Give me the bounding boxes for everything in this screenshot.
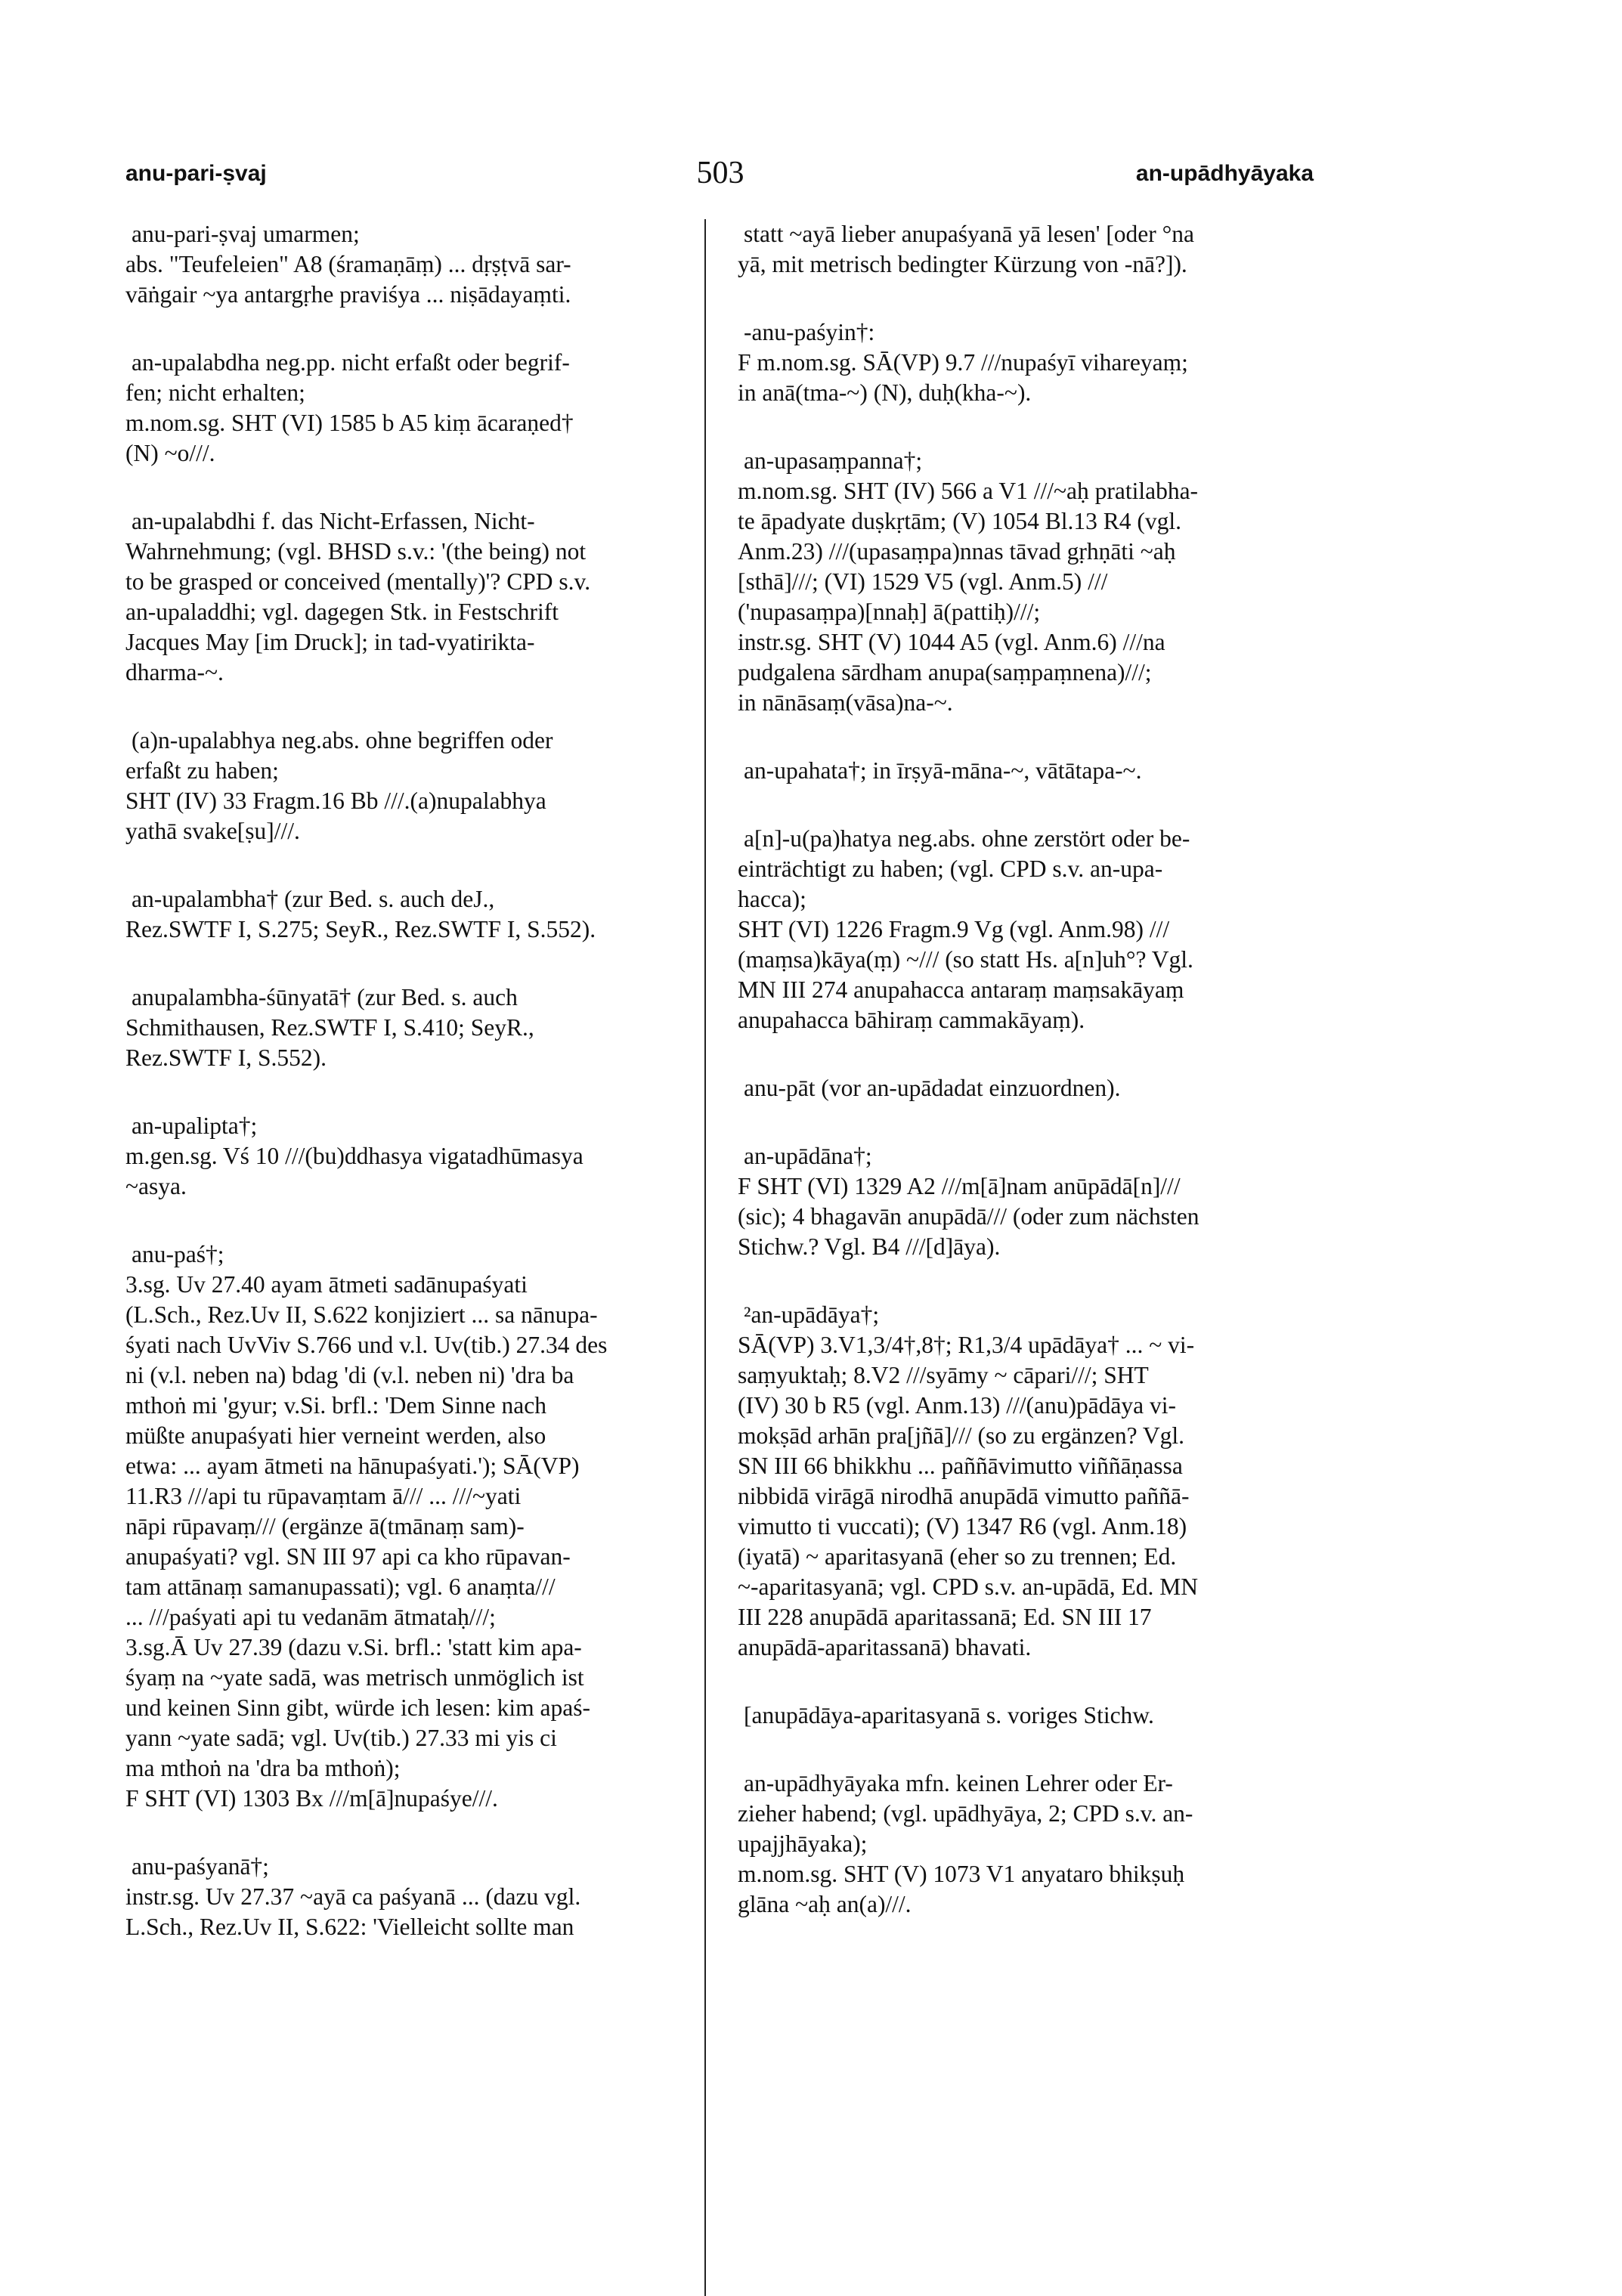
entry-text-line: glāna ~aḥ an(a)///. (738, 1891, 912, 1917)
dictionary-entry (738, 446, 1289, 718)
entry-text-line: Jacques May [im Druck]; in tad-vyatirikta- (125, 629, 535, 655)
entry-text-line: SHT (VI) 1226 Fragm.9 Vg (vgl. Anm.98) /// (738, 916, 1170, 942)
entry-text-line: (maṃsa)kāya(ṃ) ~/// (so statt Hs. a[n]uh°? Vgl. (738, 946, 1193, 973)
entry-text-line: śyati nach UvViv S.766 und v.l. Uv(tib.) 27.34 des (125, 1332, 608, 1358)
entry-headword-line: an-upalabdhi f. das Nicht-Erfassen, Nicht- (132, 508, 535, 534)
entry-text-line: Schmithausen, Rez.SWTF I, S.410; SeyR., (125, 1014, 534, 1041)
entry-text-line: (IV) 30 b R5 (vgl. Anm.13) ///(anu)pādāya vi- (738, 1392, 1176, 1419)
entry-text-line: Anm.23) ///(upasaṃpa)nnas tāvad gṛhṇāti ~aḥ (738, 538, 1176, 565)
entry-text-line: m.nom.sg. SHT (V) 1073 V1 anyataro bhikṣuḥ (738, 1861, 1185, 1887)
entry-text-line: 3.sg. Uv 27.40 ayam ātmeti sadānupaśyati (125, 1271, 528, 1298)
entry-text-line: Stichw.? Vgl. B4 ///[d]āya). (738, 1233, 1001, 1260)
entry-headword-line: ²an-upādāya†; (744, 1301, 880, 1328)
entry-text-line: in nānāsaṃ(vāsa)na-~. (738, 689, 953, 716)
entry-text-line: SHT (IV) 33 Fragm.16 Bb ///.(a)nupalabhya (125, 788, 546, 814)
entry-text-line: müßte anupaśyati hier verneint werden, also (125, 1422, 546, 1449)
page-header (0, 155, 1622, 200)
entry-text-line: [sthā]///; (VI) 1529 V5 (vgl. Anm.5) /// (738, 568, 1108, 595)
entry-text-line: ... ///paśyati api tu vedanām ātmataḥ///; (125, 1604, 496, 1630)
entry-text-line: L.Sch., Rez.Uv II, S.622: 'Vielleicht sollte man (125, 1914, 574, 1940)
entry-headword-line: (a)n-upalabhya neg.abs. ohne begriffen oder (132, 727, 553, 753)
entry-headword-line: [anupādāya-aparitasyanā s. voriges Stichw. (744, 1702, 1154, 1728)
entry-headword-line: anu-paś†; (132, 1241, 224, 1267)
entry-headword-line: anupalambha-śūnyatā† (zur Bed. s. auch (132, 984, 518, 1010)
dictionary-entry (738, 756, 1289, 786)
entry-text-line: saṃyuktaḥ; 8.V2 ///syāmy ~ cāpari///; SHT (738, 1362, 1149, 1388)
entry-text-line: MN III 274 anupahacca antaraṃ maṃsakāyaṃ (738, 976, 1184, 1003)
entry-text-line: F m.nom.sg. SĀ(VP) 9.7 ///nupaśyī vihareyaṃ; (738, 349, 1188, 376)
entry-headword-line: a[n]-u(pa)hatya neg.abs. ohne zerstört oder be- (744, 825, 1190, 852)
entry-headword-line: an-upalipta†; (132, 1112, 258, 1139)
entry-text-line: nāpi rūpavaṃ/// (ergänze ā(tmānaṃ sam)- (125, 1513, 525, 1539)
entry-text-line: F SHT (VI) 1329 A2 ///m[ā]nam anūpādā[n]/// (738, 1173, 1181, 1199)
entry-text-line: und keinen Sinn gibt, würde ich lesen: kim apaś- (125, 1694, 591, 1721)
entry-text-line: ni (v.l. neben na) bdag 'di (v.l. neben ni) 'dra ba (125, 1362, 574, 1388)
entry-text-line: F SHT (VI) 1303 Bx ///m[ā]nupaśye///. (125, 1785, 498, 1812)
entry-text-line: anupaśyati? vgl. SN III 97 api ca kho rūpavan- (125, 1543, 571, 1570)
entry-text-line: einträchtigt zu haben; (vgl. CPD s.v. an-upa- (738, 856, 1163, 882)
entry-text-line: an-upaladdhi; vgl. dagegen Stk. in Festschrift (125, 599, 559, 625)
entry-text-line: SN III 66 bhikkhu ... paññāvimutto viññāṇassa (738, 1453, 1183, 1479)
dictionary-entry (738, 1700, 1289, 1731)
entry-text-line: pudgalena sārdham anupa(saṃpaṃnena)///; (738, 659, 1152, 685)
entry-text-line: m.gen.sg. Vś 10 ///(bu)ddhasya vigatadhūmasya (125, 1143, 583, 1169)
entry-text-line: śyaṃ na ~yate sadā, was metrisch unmöglich ist (125, 1664, 584, 1691)
entry-text-line: mokṣād arhān pra[jñā]/// (so zu ergänzen? Vgl. (738, 1422, 1184, 1449)
entry-headword-line: an-upasaṃpanna†; (744, 447, 923, 474)
dictionary-entry (738, 1768, 1289, 1920)
entry-text-line: 11.R3 ///api tu rūpavaṃtam ā/// ... ///~yati (125, 1483, 522, 1509)
entry-text-line: m.nom.sg. SHT (VI) 1585 b A5 kiṃ ācaraṇed† (125, 410, 574, 436)
entry-headword-line: an-upalabdha neg.pp. nicht erfaßt oder begrif- (132, 349, 570, 376)
entry-headword-line: anu-pāt (vor an-upādadat einzuordnen). (744, 1075, 1121, 1101)
entry-headword-line: -anu-paśyin†: (744, 319, 875, 345)
dictionary-entry (738, 1073, 1289, 1103)
entry-text-line: ('nupasaṃpa)[nnaḥ] ā(pattiḥ)///; (738, 599, 1041, 625)
dictionary-entry (738, 317, 1289, 408)
entry-text-line: 3.sg.Ā Uv 27.39 (dazu v.Si. brfl.: 'statt kim apa- (125, 1634, 582, 1660)
entry-text-line: (N) ~o///. (125, 440, 215, 466)
right-column (738, 219, 1289, 1957)
dictionary-entry (738, 1300, 1289, 1663)
entry-headword-line: statt ~ayā lieber anupaśyanā yā lesen' [oder °na (744, 221, 1194, 247)
entry-headword-line: an-upādhyāyaka mfn. keinen Lehrer oder Er- (744, 1770, 1173, 1796)
entry-text-line: in anā(tma-~) (N), duḥ(kha-~). (738, 379, 1032, 406)
entry-text-line: anupādā-aparitassanā) bhavati. (738, 1634, 1032, 1660)
entry-text-line: erfaßt zu haben; (125, 757, 279, 784)
entry-text-line: yathā svake[ṣu]///. (125, 818, 300, 844)
entry-text-line: hacca); (738, 886, 806, 912)
entry-text-line: nibbidā virāgā nirodhā anupādā vimutto paññā- (738, 1483, 1190, 1509)
dictionary-entry (738, 219, 1289, 280)
dictionary-entry (125, 726, 677, 846)
page-number: 503 (696, 156, 744, 190)
running-head-right: an-upādhyāyaka (1135, 161, 1314, 186)
entry-headword-line: an-upalambha† (zur Bed. s. auch deJ., (132, 886, 495, 912)
entry-text-line: Wahrnehmung; (vgl. BHSD s.v.: '(the being) not (125, 538, 587, 565)
dictionary-entry (738, 824, 1289, 1035)
entry-text-line: Rez.SWTF I, S.275; SeyR., Rez.SWTF I, S.552). (125, 916, 596, 942)
entry-headword-line: anu-pari-ṣvaj umarmen; (132, 221, 360, 247)
entry-text-line: yā, mit metrisch bedingter Kürzung von -nā?]). (738, 251, 1187, 277)
entry-text-line: vāṅgair ~ya antargṛhe praviśya ... niṣādayaṃti. (125, 281, 571, 308)
entry-text-line: (L.Sch., Rez.Uv II, S.622 konjiziert ... sa nānupa- (125, 1301, 598, 1328)
entry-text-line: anupahacca bāhiraṃ cammakāyaṃ). (738, 1007, 1085, 1033)
entry-text-line: ma mthoṅ na 'dra ba mthoṅ); (125, 1755, 401, 1781)
entry-text-line: III 228 anupādā aparitassanā; Ed. SN III 17 (738, 1604, 1152, 1630)
entry-text-line: tam attānaṃ samanupassati); vgl. 6 anaṃta/// (125, 1573, 556, 1600)
entry-text-line: instr.sg. Uv 27.37 ~ayā ca paśyanā ... (dazu vgl. (125, 1883, 581, 1910)
entry-text-line: fen; nicht erhalten; (125, 379, 305, 406)
dictionary-entry (125, 219, 677, 310)
dictionary-entry (125, 1111, 677, 1202)
dictionary-entry (125, 348, 677, 469)
entry-text-line: dharma-~. (125, 659, 224, 685)
column-divider (704, 219, 706, 2296)
dictionary-entry (125, 884, 677, 945)
entry-text-line: etwa: ... ayam ātmeti na hānupaśyati.'); SĀ(VP) (125, 1453, 580, 1479)
dictionary-entry (125, 506, 677, 688)
entry-text-line: SĀ(VP) 3.V1,3/4†,8†; R1,3/4 upādāya† ... ~ vi- (738, 1332, 1195, 1358)
entry-text-line: yann ~yate sadā; vgl. Uv(tib.) 27.33 mi yis ci (125, 1725, 557, 1751)
left-column (125, 219, 677, 1980)
entry-text-line: te āpadyate duṣkṛtām; (V) 1054 Bl.13 R4 (vgl. (738, 508, 1182, 534)
entry-headword-line: anu-paśyanā†; (132, 1853, 269, 1880)
entry-text-line: ~asya. (125, 1173, 187, 1199)
dictionary-entry (125, 1239, 677, 1814)
entry-text-line: instr.sg. SHT (V) 1044 A5 (vgl. Anm.6) ///na (738, 629, 1165, 655)
entry-text-line: vimutto ti vuccati); (V) 1347 R6 (vgl. Anm.18) (738, 1513, 1187, 1539)
running-head-left: anu-pari-ṣvaj (125, 161, 267, 186)
dictionary-entry (125, 982, 677, 1073)
dictionary-entry (125, 1852, 677, 1942)
entry-text-line: mthoṅ mi 'gyur; v.Si. brfl.: 'Dem Sinne nach (125, 1392, 547, 1419)
dictionary-entry (738, 1141, 1289, 1262)
entry-text-line: (iyatā) ~ aparitasyanā (eher so zu trennen; Ed. (738, 1543, 1177, 1570)
entry-text-line: ~-aparitasyanā; vgl. CPD s.v. an-upādā, Ed. MN (738, 1573, 1198, 1600)
entry-text-line: (sic); 4 bhagavān anupādā/// (oder zum nächsten (738, 1203, 1199, 1230)
entry-text-line: upajjhāyaka); (738, 1830, 868, 1857)
entry-headword-line: an-upādāna†; (744, 1143, 872, 1169)
entry-text-line: Rez.SWTF I, S.552). (125, 1044, 327, 1071)
entry-text-line: to be grasped or conceived (mentally)'? CPD s.v. (125, 568, 591, 595)
entry-headword-line: an-upahata†; in īrṣyā-māna-~, vātātapa-~. (744, 757, 1142, 784)
entry-text-line: m.nom.sg. SHT (IV) 566 a V1 ///~aḥ pratilabha- (738, 478, 1199, 504)
entry-text-line: zieher habend; (vgl. upādhyāya, 2; CPD s.v. an- (738, 1800, 1193, 1827)
entry-text-line: abs. "Teufeleien" A8 (śramaṇāṃ) ... dṛṣṭvā sar- (125, 251, 571, 277)
